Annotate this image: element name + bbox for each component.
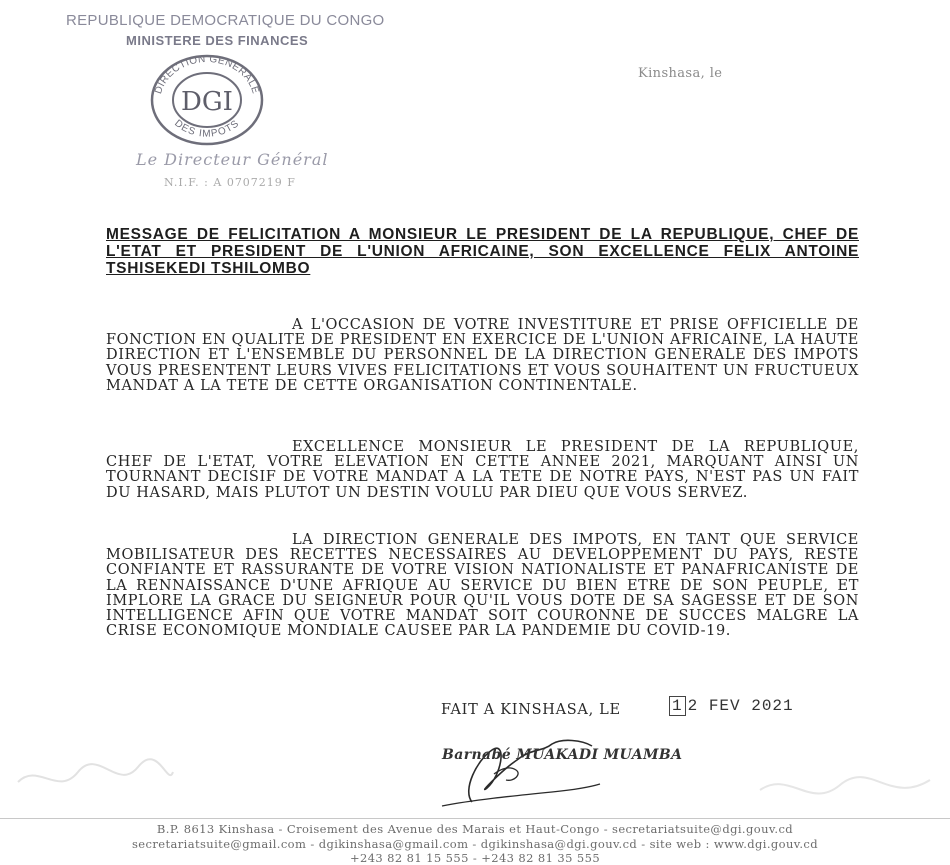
nif-number: N.I.F. : A 0707219 F <box>164 176 296 189</box>
footer-divider <box>0 818 950 819</box>
ministry-name: MINISTERE DES FINANCES <box>126 33 309 48</box>
date-stamp-rest: 2 FEV 2021 <box>687 697 794 715</box>
seal-monogram: DGI <box>181 87 233 117</box>
footer-phones: +243 82 81 15 555 - +243 82 81 35 555 <box>349 851 601 865</box>
director-title: Le Directeur Général <box>136 150 329 169</box>
country-name: REPUBLIQUE DEMOCRATIQUE DU CONGO <box>66 12 385 29</box>
place-date-line: Kinshasa, le <box>638 66 723 81</box>
handwritten-signature <box>432 730 602 810</box>
faint-pen-mark-right <box>750 760 940 820</box>
date-stamp <box>669 696 794 716</box>
paragraph-3: LA DIRECTION GENERALE DES IMPOTS, EN TANT QUE SERVICE MOBILISATEUR DES RECETTES NECESSAIRES AU DEVELOPPEMENT DU PAYS, RESTE CONFIANTE ET RASSURANTE DE VOTRE VISION NATIONALISTE ET PANAFRICANISTE DE LA RENNAISSANCE D'UNE AFRIQUE AU SERVICE DU BIEN ETRE DE SON PEUPLE, ET IMPLORE LA GRACE DU SEIGNEUR POUR QU'IL VOUS DOTE DE SA SAGESSE ET DE SON INTELLIGENCE AFIN QUE VOTRE MANDAT SOIT COURONNE DE SUCCES MALGRE LA CRISE ECONOMIQUE MONDIALE CAUSEE PAR LA PANDEMIE DU COVID-19. <box>106 532 859 640</box>
letter-title: MESSAGE DE FELICITATION A MONSIEUR LE PRESIDENT DE LA REPUBLIQUE, CHEF DE L'ETAT ET PRESIDENT DE L'UNION AFRICAINE, SON EXCELLENCE FELIX ANTOINE TSHISEKEDI TSHILOMBO <box>106 226 859 277</box>
seal-top-text: DIRECTION GENERALE <box>153 53 261 96</box>
svg-text:DES IMPOTS <box>172 118 241 140</box>
fait-a-kinshasa: FAIT A KINSHASA, LE <box>441 702 621 718</box>
paragraph-1: A L'OCCASION DE VOTRE INVESTITURE ET PRISE OFFICIELLE DE FONCTION EN QUALITE DE PRESIDENT EN EXERCICE DE L'UNION AFRICAINE, LA HAUTE DIRECTION ET L'ENSEMBLE DU PERSONNEL DE LA DIRECTION GENERALE DES IMPOTS VOUS PRESENTENT LEURS VIVES FELICITATIONS ET VOUS SOUHAITENT UN FRUCTUEUX MANDAT A LA TETE DE CETTE ORGANISATION CONTINENTALE. <box>106 317 859 394</box>
seal-bottom-text: DES IMPOTS <box>172 117 242 140</box>
signer-name: Barnabé MUAKADI MUAMBA <box>442 747 683 763</box>
date-stamp-first-digit: 1 <box>669 696 686 716</box>
footer-contacts: secretariatsuite@gmail.com - dgikinshasa@gmail.com - dgikinshasa@dgi.gouv.cd - site web : www.dgi.gouv.cd <box>132 837 818 851</box>
dgi-seal-logo <box>142 52 272 146</box>
footer-address: B.P. 8613 Kinshasa - Croisement des Avenue des Marais et Haut-Congo - secretariatsuite@dgi.gouv.cd <box>156 822 794 836</box>
faint-pen-mark <box>8 742 178 812</box>
paragraph-2: EXCELLENCE MONSIEUR LE PRESIDENT DE LA REPUBLIQUE, CHEF DE L'ETAT, VOTRE ELEVATION EN CETTE ANNEE 2021, MARQUANT AINSI UN TOURNANT DECISIF DE VOTRE MANDAT A LA TETE DE NOTRE PAYS, N'EST PAS UN FAIT DU HASARD, MAIS PLUTOT UN DESTIN VOULU PAR DIEU QUE VOUS SERVEZ. <box>106 439 859 501</box>
